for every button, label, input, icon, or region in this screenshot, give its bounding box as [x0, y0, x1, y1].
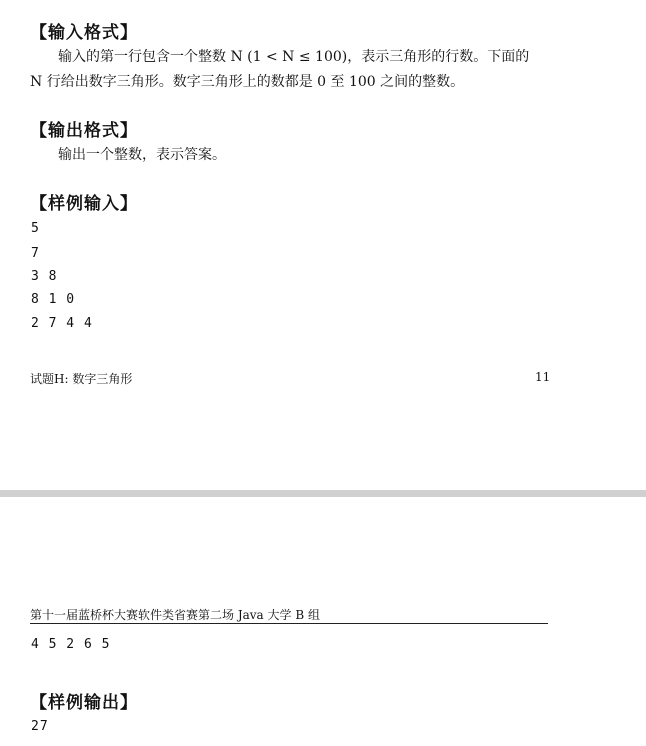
- input-format-line-1: 输入的第一行包含一个整数 N (1 < N ≤ 100)，表示三角形的行数。下面的: [58, 49, 530, 65]
- sample-input-line: 7: [31, 246, 40, 261]
- input-format-heading: 【输入格式】: [30, 23, 138, 43]
- sample-input-heading: 【样例输入】: [30, 194, 138, 214]
- output-format-paragraph: [30, 143, 550, 168]
- input-format-line-2: N 行给出数字三角形。数字三角形上的数都是 0 至 100 之间的整数。: [30, 74, 465, 90]
- output-format-heading: 【输出格式】: [30, 121, 138, 141]
- sample-output-value: 27: [31, 719, 49, 734]
- sample-input-line: 5: [31, 221, 40, 236]
- input-format-paragraph: [30, 45, 550, 95]
- sample-input-line: 2 7 4 4: [31, 316, 93, 331]
- sample-input-line: 8 1 0: [31, 292, 76, 307]
- page-separator: [0, 490, 646, 497]
- running-header: 第十一届蓝桥杯大赛软件类省赛第二场 Java 大学 B 组: [30, 608, 320, 622]
- header-rule: [30, 623, 548, 624]
- sample-input-line: 4 5 2 6 5: [31, 637, 111, 652]
- output-format-text: 输出一个整数，表示答案。: [58, 147, 226, 163]
- sample-output-heading: 【样例输出】: [30, 693, 138, 713]
- page-number: 11: [535, 370, 551, 384]
- sample-input-line: 3 8: [31, 269, 58, 284]
- page-footer-title: 试题H: 数字三角形: [30, 372, 133, 386]
